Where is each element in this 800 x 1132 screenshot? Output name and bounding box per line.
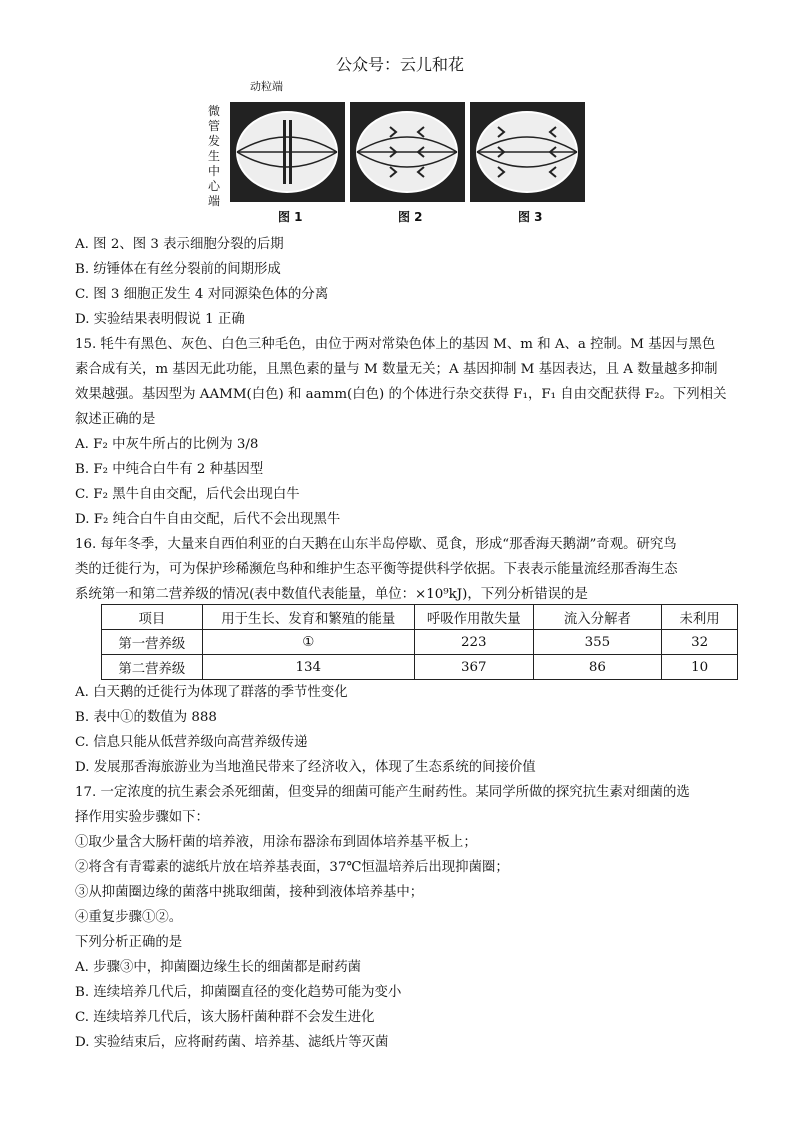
table-cell: 367 bbox=[414, 655, 533, 680]
table-cell: 10 bbox=[662, 655, 738, 680]
q17-option-d: D. 实验结束后，应将耐药菌、培养基、滤纸片等灭菌 bbox=[75, 1035, 389, 1050]
q17-option-b: B. 连续培养几代后，抑菌圈直径的变化趋势可能为变小 bbox=[75, 985, 402, 1000]
q17-step: ②将含有青霉素的滤纸片放在培养基表面，37℃恒温培养后出现抑菌圈； bbox=[75, 860, 509, 875]
q16-option-b: B. 表中①的数值为 888 bbox=[75, 710, 217, 725]
table-header: 用于生长、发育和繁殖的能量 bbox=[202, 605, 414, 630]
figure-panel-1 bbox=[230, 102, 345, 202]
table-cell: 86 bbox=[533, 655, 662, 680]
page-header: 公众号：云儿和花 bbox=[335, 55, 464, 74]
q14-options bbox=[75, 232, 745, 332]
table-header: 流入分解者 bbox=[533, 605, 662, 630]
figure-label-1: 图 1 bbox=[278, 210, 303, 224]
q15-option-b: B. F₂ 中纯合白牛有 2 种基因型 bbox=[75, 462, 264, 477]
question-17 bbox=[75, 780, 745, 1055]
mtoc-label: 微管发生中心端 bbox=[208, 104, 221, 208]
q17-step: ④重复步骤①②。 bbox=[75, 910, 183, 925]
table-header: 项目 bbox=[102, 605, 203, 630]
table-cell: 223 bbox=[414, 630, 533, 655]
figure-label-2: 图 2 bbox=[398, 210, 423, 224]
spindle-metaphase-image bbox=[230, 102, 345, 202]
q16-option-d: D. 发展那香海旅游业为当地渔民带来了经济收入，体现了生态系统的间接价值 bbox=[75, 760, 536, 775]
q15-stem-line: 15. 牦牛有黑色、灰色、白色三种毛色，由位于两对常染色体上的基因 M、m 和 A、a 控制。M 基因与黑色 bbox=[75, 337, 716, 352]
q14-option-d: D. 实验结果表明假说 1 正确 bbox=[75, 312, 245, 327]
q16-options bbox=[75, 680, 745, 780]
q16-stem-line: 类的迁徙行为，可为保护珍稀濒危鸟种和维护生态平衡等提供科学依据。下表表示能量流经那香海生态 bbox=[75, 562, 678, 577]
q15-stem-line: 素合成有关，m 基因无此功能，且黑色素的量与 M 数量无关；A 基因抑制 M 基因表达，且 A 数量越多抑制 bbox=[75, 362, 718, 377]
table-cell: 355 bbox=[533, 630, 662, 655]
table-cell: 第二营养级 bbox=[102, 655, 203, 680]
q16-option-a: A. 白天鹅的迁徙行为体现了群落的季节性变化 bbox=[75, 685, 348, 700]
table-row bbox=[102, 630, 738, 655]
q17-stem-line: 下列分析正确的是 bbox=[75, 935, 183, 950]
q15-stem-line: 效果越强。基因型为 AAMM(白色) 和 aamm(白色) 的个体进行杂交获得 F₁，F₁ 自由交配获得 F₂。下列相关 bbox=[75, 387, 727, 402]
q17-step: ①取少量含大肠杆菌的培养液，用涂布器涂布到固体培养基平板上； bbox=[75, 835, 477, 850]
q17-stem-line: 17. 一定浓度的抗生素会杀死细菌，但变异的细菌可能产生耐药性。某同学所做的探究抗生素对细菌的选 bbox=[75, 785, 690, 800]
kinetochore-label: 动粒端 bbox=[250, 80, 283, 93]
q15-option-a: A. F₂ 中灰牛所占的比例为 3/8 bbox=[75, 437, 259, 452]
q15-option-c: C. F₂ 黑牛自由交配，后代会出现白牛 bbox=[75, 487, 300, 502]
figure-label-3: 图 3 bbox=[518, 210, 543, 224]
q14-option-b: B. 纺锤体在有丝分裂前的间期形成 bbox=[75, 262, 281, 277]
table-cell: 第一营养级 bbox=[102, 630, 203, 655]
table-cell: 32 bbox=[662, 630, 738, 655]
q16-option-c: C. 信息只能从低营养级向高营养级传递 bbox=[75, 735, 308, 750]
table-header: 呼吸作用散失量 bbox=[414, 605, 533, 630]
table-cell: 134 bbox=[202, 655, 414, 680]
figure-panel-3 bbox=[470, 102, 585, 202]
q17-step: ③从抑菌圈边缘的菌落中挑取细菌，接种到液体培养基中； bbox=[75, 885, 424, 900]
question-15 bbox=[75, 332, 745, 532]
table-header: 未利用 bbox=[662, 605, 738, 630]
spindle-figure bbox=[208, 78, 556, 228]
table-row bbox=[102, 655, 738, 680]
figure-panel-2 bbox=[350, 102, 465, 202]
q14-option-a: A. 图 2、图 3 表示细胞分裂的后期 bbox=[75, 237, 284, 252]
q16-stem-line: 系统第一和第二营养级的情况(表中数值代表能量，单位：×10⁹kJ)，下列分析错误的是 bbox=[75, 587, 588, 602]
question-16 bbox=[75, 532, 745, 607]
q15-stem-line: 叙述正确的是 bbox=[75, 412, 156, 427]
q17-stem-line: 择作用实验步骤如下： bbox=[75, 810, 209, 825]
q14-option-c: C. 图 3 细胞正发生 4 对同源染色体的分离 bbox=[75, 287, 329, 302]
q17-option-a: A. 步骤③中，抑菌圈边缘生长的细菌都是耐药菌 bbox=[75, 960, 361, 975]
spindle-anaphase-image bbox=[350, 102, 465, 202]
spindle-late-anaphase-image bbox=[470, 102, 585, 202]
q15-option-d: D. F₂ 纯合白牛自由交配，后代不会出现黑牛 bbox=[75, 512, 341, 527]
q17-option-c: C. 连续培养几代后，该大肠杆菌种群不会发生进化 bbox=[75, 1010, 375, 1025]
q16-stem-line: 16. 每年冬季，大量来自西伯利亚的白天鹅在山东半岛停歇、觅食，形成“那香海天鹅湖”奇观。研究鸟 bbox=[75, 537, 677, 552]
table-header-row bbox=[102, 605, 738, 630]
energy-table bbox=[101, 604, 738, 680]
table-cell: ① bbox=[202, 630, 414, 655]
